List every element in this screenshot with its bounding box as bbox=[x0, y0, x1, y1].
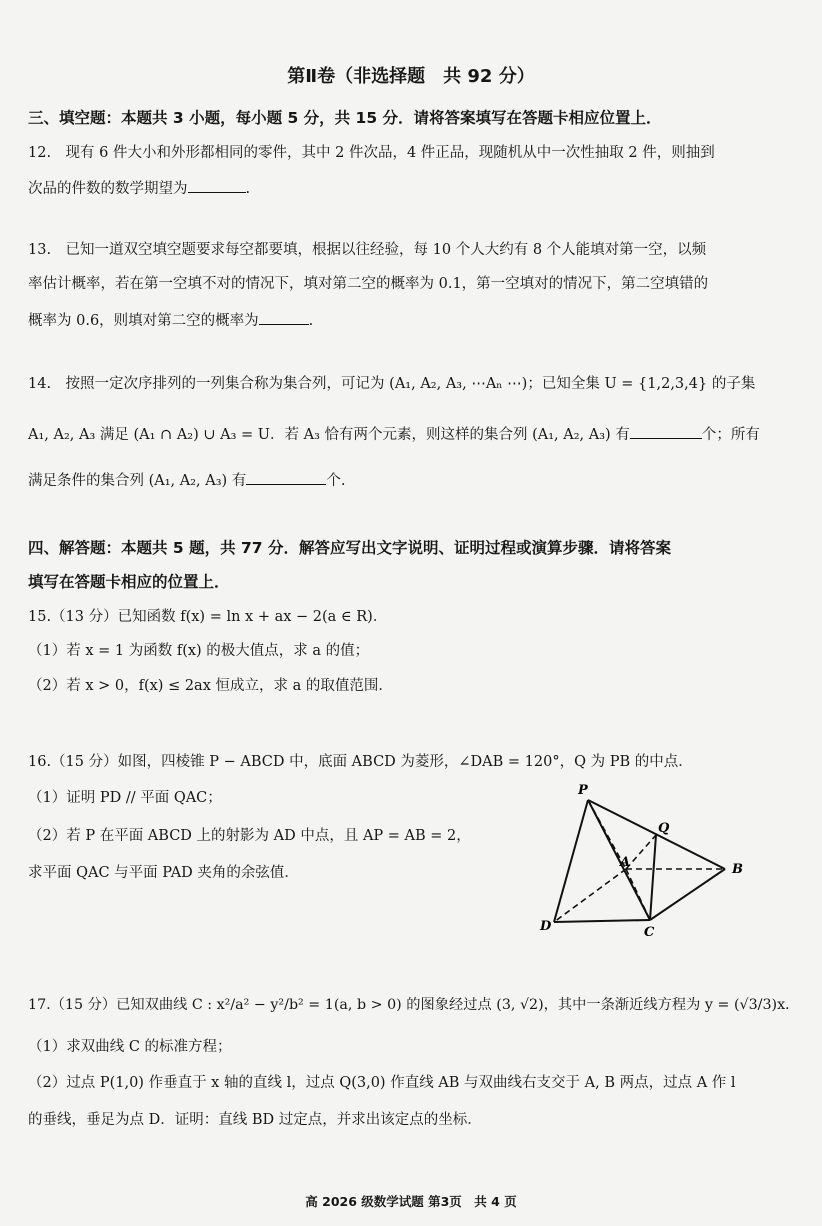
q14-answer-blank-1 bbox=[630, 424, 702, 439]
q14-line3 bbox=[28, 470, 345, 491]
q15-part1: （1）若 x = 1 为函数 f(x) 的极大值点，求 a 的值； bbox=[28, 643, 370, 659]
q14-text-d: 个. bbox=[326, 473, 346, 489]
q16-part2-cont: 求平面 QAC 与平面 PAD 夹角的余弦值． bbox=[28, 865, 299, 881]
q16-stem: 16.（15 分）如图，四棱锥 P − ABCD 中，底面 ABCD 为菱形，∠DAB = 120°，Q 为 PB 的中点． bbox=[28, 754, 693, 770]
edge-DC bbox=[554, 920, 650, 922]
edge-CB bbox=[650, 869, 725, 920]
edge-AQ bbox=[626, 835, 656, 869]
q14-text-b: 个；所有 bbox=[701, 427, 760, 443]
label-C: C bbox=[644, 925, 655, 940]
q13-line3 bbox=[28, 310, 313, 331]
label-P: P bbox=[578, 783, 588, 798]
answer-section-header-line2: 填写在答题卡相应的位置上． bbox=[28, 573, 230, 591]
q17-stem: 17.（15 分）已知双曲线 C : x²/a² − y²/b² = 1(a, b > 0) 的图象经过点 (3, √2)，其中一条渐近线方程为 y = (√3/3)x． bbox=[28, 997, 800, 1013]
q12-line2 bbox=[28, 178, 250, 199]
page-title: 第Ⅱ卷（非选择题 共 92 分） bbox=[287, 66, 535, 87]
q14-line2 bbox=[28, 424, 760, 445]
pyramid-figure bbox=[530, 780, 760, 940]
q12-line1: 12. 现有 6 件大小和外形都相同的零件，其中 2 件次品，4 件正品，现随机从中一次性抽取 2 件，则抽到 bbox=[28, 145, 715, 161]
q13-text: 概率为 0.6，则填对第二空的概率为 bbox=[28, 313, 259, 329]
label-Q: Q bbox=[658, 821, 670, 836]
q15-part2: （2）若 x > 0，f(x) ≤ 2ax 恒成立，求 a 的取值范围． bbox=[28, 678, 393, 694]
answer-section-header-line1: 四、解答题：本题共 5 题，共 77 分．解答应写出文字说明、证明过程或演算步骤．请将答案 bbox=[28, 539, 671, 557]
q13-end: . bbox=[308, 313, 314, 329]
q14-text-a: A₁, A₂, A₃ 满足 (A₁ ∩ A₂) ∪ A₃ = U．若 A₃ 恰有两个元素，则这样的集合列 (A₁, A₂, A₃) 有 bbox=[28, 427, 630, 443]
q14-text-c: 满足条件的集合列 (A₁, A₂, A₃) 有 bbox=[28, 473, 247, 489]
q13-line1: 13. 已知一道双空填空题要求每空都要填，根据以往经验，每 10 个人大约有 8 个人能填对第一空，以频 bbox=[28, 242, 707, 258]
label-B: B bbox=[732, 862, 743, 877]
q14-answer-blank-2 bbox=[246, 470, 326, 485]
edge-AD bbox=[554, 869, 626, 922]
q12-end: . bbox=[245, 181, 251, 197]
q12-text: 次品的件数的数学期望为 bbox=[28, 181, 188, 197]
q17-part2: （2）过点 P(1,0) 作垂直于 x 轴的直线 l，过点 Q(3,0) 作直线 AB 与双曲线右支交于 A, B 两点，过点 A 作 l bbox=[28, 1075, 736, 1091]
q13-line2: 率估计概率，若在第一空填不对的情况下，填对第二空的概率为 0.1，第一空填对的情况下，第二空填错的 bbox=[28, 276, 709, 292]
q16-part1: （1）证明 PD // 平面 QAC； bbox=[28, 790, 222, 806]
q14-line1: 14. 按照一定次序排列的一列集合称为集合列，可记为 (A₁, A₂, A₃, ⋯Aₙ ⋯)；已知全集 U = {1,2,3,4} 的子集 bbox=[28, 376, 756, 392]
page-footer: 高 2026 级数学试题 第3页 共 4 页 bbox=[305, 1194, 517, 1209]
edge-PD bbox=[554, 800, 588, 922]
label-D: D bbox=[540, 919, 552, 934]
q13-answer-blank bbox=[259, 310, 309, 325]
q17-part2-cont: 的垂线，垂足为点 D．证明：直线 BD 过定点，并求出该定点的坐标． bbox=[28, 1112, 482, 1128]
q17-part1: （1）求双曲线 C 的标准方程； bbox=[28, 1039, 232, 1055]
q16-part2: （2）若 P 在平面 ABCD 上的射影为 AD 中点，且 AP = AB = 2， bbox=[28, 828, 471, 844]
fill-in-section-header: 三、填空题：本题共 3 小题，每小题 5 分，共 15 分．请将答案填写在答题卡相应位置上． bbox=[28, 109, 662, 127]
q15-stem: 15.（13 分）已知函数 f(x) = ln x + ax − 2(a ∈ R)． bbox=[28, 609, 388, 625]
edge-QC bbox=[650, 835, 656, 920]
q12-answer-blank bbox=[188, 178, 246, 193]
edge-PB bbox=[588, 800, 725, 869]
label-A: A bbox=[620, 855, 631, 870]
